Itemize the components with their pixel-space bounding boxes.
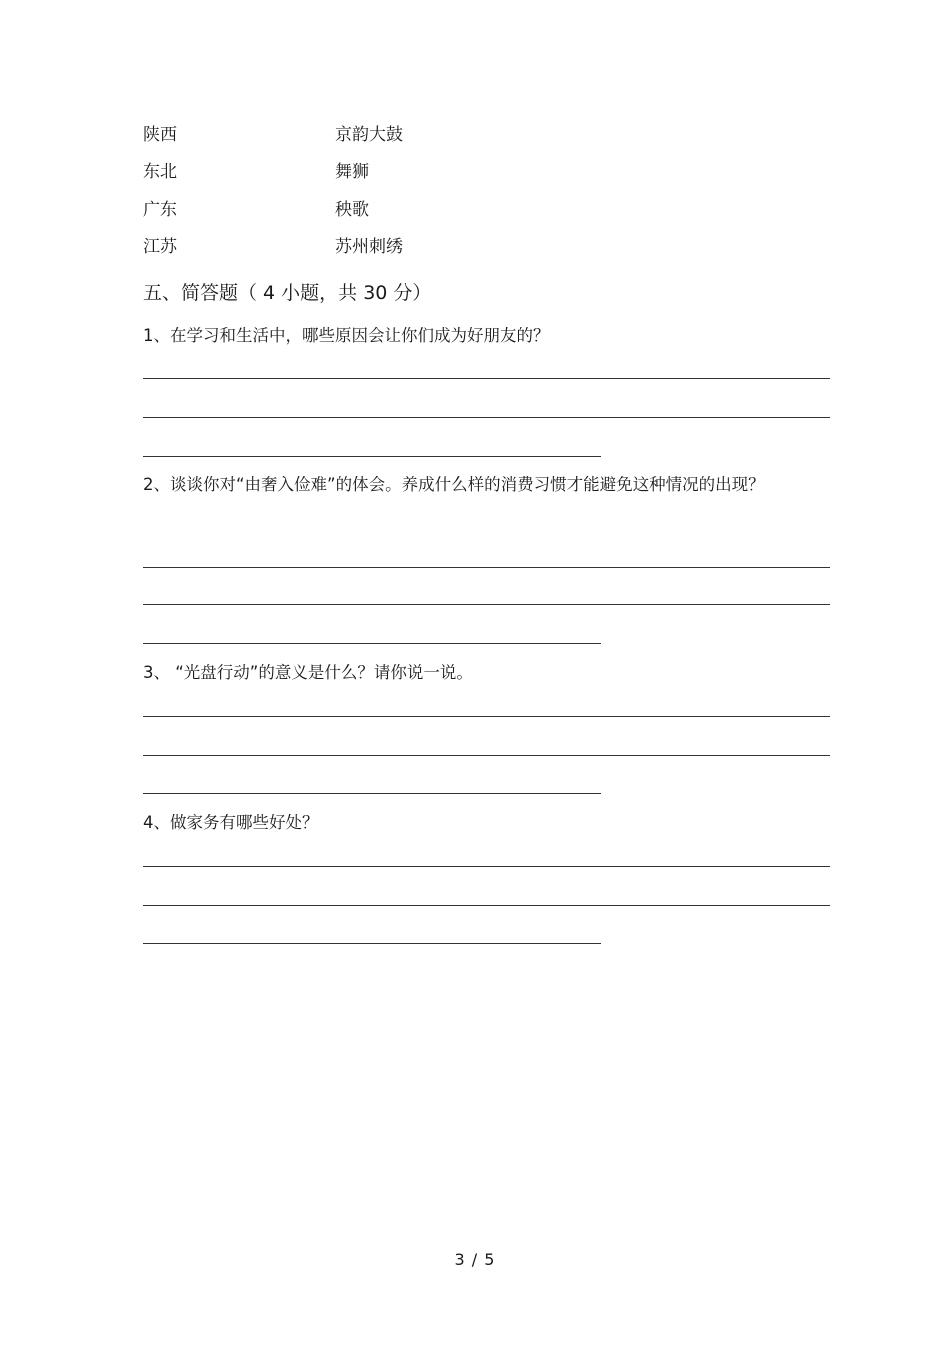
answer-line[interactable] — [143, 793, 601, 794]
question-1: 1、在学习和生活中，哪些原因会让你们成为好朋友的？ — [143, 326, 550, 345]
question-3: 3、 “光盘行动”的意义是什么？请你说一说。 — [143, 663, 473, 682]
matching-row — [143, 235, 643, 259]
matching-row — [143, 123, 643, 147]
question-2: 2、谈谈你对“由奢入俭难”的体会。养成什么样的消费习惯才能避免这种情况的出现？ — [143, 475, 765, 494]
matching-art-form: 舞狮 — [335, 162, 369, 182]
matching-row — [143, 198, 643, 222]
question-4: 4、做家务有哪些好处？ — [143, 813, 319, 832]
answer-line[interactable] — [143, 417, 830, 418]
answer-line[interactable] — [143, 905, 830, 906]
answer-line[interactable] — [143, 567, 830, 568]
answer-line[interactable] — [143, 866, 830, 867]
matching-row — [143, 160, 643, 184]
matching-region: 广东 — [143, 200, 177, 220]
answer-line[interactable] — [143, 755, 830, 756]
matching-region: 东北 — [143, 162, 177, 182]
matching-art-form: 秧歌 — [335, 200, 369, 220]
matching-art-form: 京韵大鼓 — [335, 125, 403, 145]
answer-line[interactable] — [143, 456, 601, 457]
matching-art-form: 苏州刺绣 — [335, 237, 403, 257]
answer-line[interactable] — [143, 643, 601, 644]
answer-line[interactable] — [143, 943, 601, 944]
section-title: 五、简答题（ 4 小题，共 30 分） — [143, 282, 432, 304]
page-number: 3 / 5 — [454, 1250, 496, 1269]
answer-line[interactable] — [143, 716, 830, 717]
matching-region: 江苏 — [143, 237, 177, 257]
answer-line[interactable] — [143, 378, 830, 379]
matching-region: 陕西 — [143, 125, 177, 145]
answer-line[interactable] — [143, 604, 830, 605]
